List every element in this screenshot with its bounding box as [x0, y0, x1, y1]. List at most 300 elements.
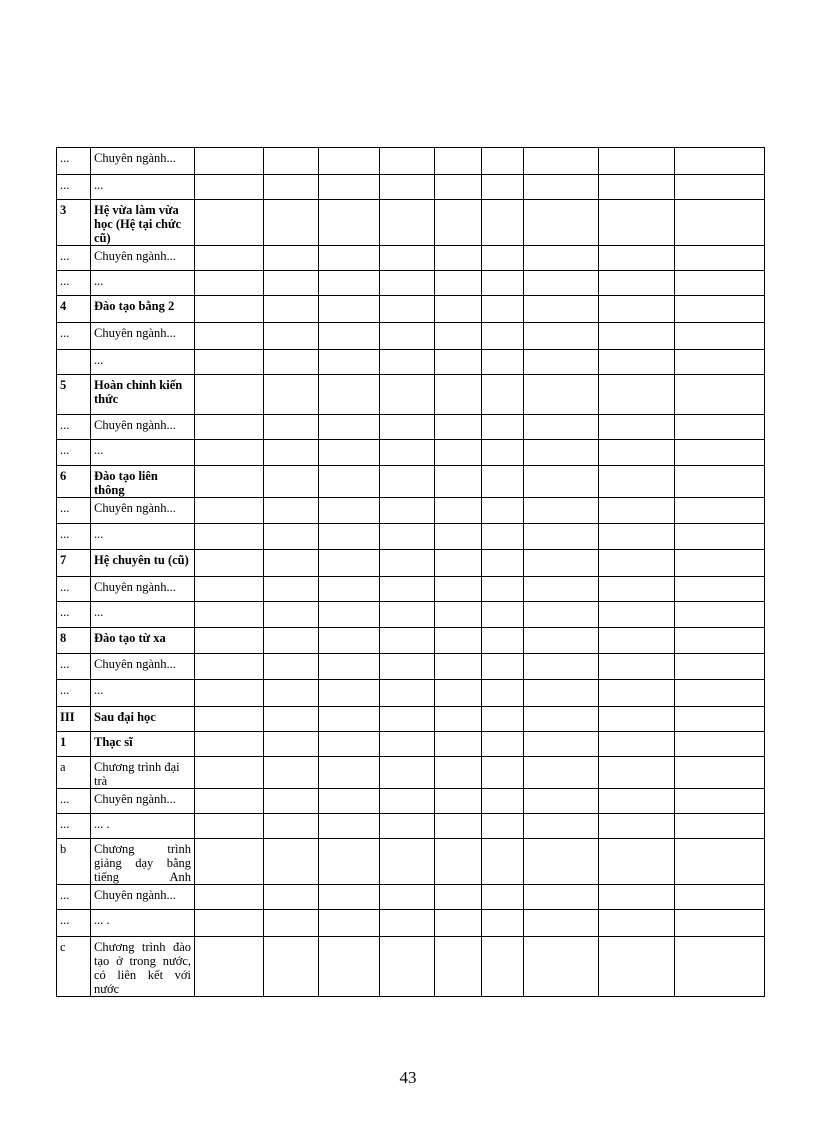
empty-data-cell	[482, 323, 524, 350]
table-row	[57, 175, 765, 200]
document-table	[56, 147, 765, 997]
row-number-cell: ...	[57, 415, 91, 440]
row-name-cell: ...	[91, 680, 195, 707]
empty-data-cell	[319, 577, 380, 602]
empty-data-cell	[380, 524, 435, 550]
row-name-cell: ... .	[91, 910, 195, 937]
empty-data-cell	[195, 937, 264, 997]
empty-data-cell	[435, 271, 482, 296]
empty-data-cell	[380, 910, 435, 937]
empty-data-cell	[599, 937, 675, 997]
empty-data-cell	[599, 757, 675, 789]
empty-data-cell	[435, 814, 482, 839]
empty-data-cell	[264, 839, 319, 885]
row-number-cell: ...	[57, 602, 91, 628]
table-row	[57, 148, 765, 175]
empty-data-cell	[319, 271, 380, 296]
table-row	[57, 550, 765, 577]
empty-data-cell	[264, 440, 319, 466]
empty-data-cell	[195, 628, 264, 654]
empty-data-cell	[599, 707, 675, 732]
empty-data-cell	[264, 271, 319, 296]
empty-data-cell	[599, 440, 675, 466]
row-name-cell: Chuyên ngành...	[91, 323, 195, 350]
empty-data-cell	[675, 885, 765, 910]
row-number-cell: ...	[57, 440, 91, 466]
empty-data-cell	[599, 323, 675, 350]
row-name-cell: Sau đại học	[91, 707, 195, 732]
empty-data-cell	[195, 415, 264, 440]
empty-data-cell	[482, 246, 524, 271]
empty-data-cell	[482, 789, 524, 814]
table-row	[57, 246, 765, 271]
empty-data-cell	[524, 885, 599, 910]
empty-data-cell	[195, 789, 264, 814]
empty-data-cell	[482, 680, 524, 707]
empty-data-cell	[264, 350, 319, 375]
empty-data-cell	[482, 839, 524, 885]
empty-data-cell	[264, 602, 319, 628]
empty-data-cell	[675, 577, 765, 602]
row-number-cell: ...	[57, 789, 91, 814]
empty-data-cell	[524, 350, 599, 375]
table-row	[57, 732, 765, 757]
empty-data-cell	[524, 910, 599, 937]
empty-data-cell	[599, 271, 675, 296]
empty-data-cell	[380, 323, 435, 350]
empty-data-cell	[264, 498, 319, 524]
empty-data-cell	[319, 466, 380, 498]
empty-data-cell	[380, 814, 435, 839]
row-name-cell: Đào tạo từ xa	[91, 628, 195, 654]
empty-data-cell	[319, 323, 380, 350]
table-row	[57, 271, 765, 296]
row-name-cell: Chuyên ngành...	[91, 498, 195, 524]
empty-data-cell	[482, 466, 524, 498]
empty-data-cell	[482, 200, 524, 246]
empty-data-cell	[599, 296, 675, 323]
empty-data-cell	[319, 628, 380, 654]
empty-data-cell	[380, 148, 435, 175]
empty-data-cell	[675, 524, 765, 550]
empty-data-cell	[675, 323, 765, 350]
empty-data-cell	[599, 415, 675, 440]
empty-data-cell	[195, 350, 264, 375]
empty-data-cell	[524, 271, 599, 296]
row-name-cell: Chuyên ngành...	[91, 885, 195, 910]
empty-data-cell	[524, 789, 599, 814]
row-name-cell: Chuyên ngành...	[91, 654, 195, 680]
empty-data-cell	[195, 602, 264, 628]
empty-data-cell	[435, 839, 482, 885]
empty-data-cell	[524, 628, 599, 654]
table-row	[57, 577, 765, 602]
empty-data-cell	[435, 937, 482, 997]
empty-data-cell	[195, 680, 264, 707]
empty-data-cell	[675, 375, 765, 415]
row-number-cell: ...	[57, 885, 91, 910]
empty-data-cell	[435, 415, 482, 440]
row-number-cell: ...	[57, 814, 91, 839]
empty-data-cell	[599, 732, 675, 757]
empty-data-cell	[482, 814, 524, 839]
empty-data-cell	[264, 415, 319, 440]
row-number-cell: 3	[57, 200, 91, 246]
table-row	[57, 839, 765, 885]
row-number-cell: 4	[57, 296, 91, 323]
empty-data-cell	[195, 814, 264, 839]
empty-data-cell	[264, 296, 319, 323]
empty-data-cell	[195, 323, 264, 350]
empty-data-cell	[599, 577, 675, 602]
empty-data-cell	[675, 789, 765, 814]
empty-data-cell	[675, 350, 765, 375]
row-number-cell: 7	[57, 550, 91, 577]
empty-data-cell	[195, 839, 264, 885]
table-row	[57, 885, 765, 910]
empty-data-cell	[264, 680, 319, 707]
row-number-cell: 6	[57, 466, 91, 498]
empty-data-cell	[380, 200, 435, 246]
empty-data-cell	[599, 814, 675, 839]
empty-data-cell	[599, 654, 675, 680]
empty-data-cell	[264, 524, 319, 550]
empty-data-cell	[435, 524, 482, 550]
empty-data-cell	[482, 757, 524, 789]
row-name-cell: Chuyên ngành...	[91, 789, 195, 814]
empty-data-cell	[195, 732, 264, 757]
empty-data-cell	[599, 350, 675, 375]
empty-data-cell	[195, 440, 264, 466]
empty-data-cell	[524, 550, 599, 577]
empty-data-cell	[380, 628, 435, 654]
empty-data-cell	[675, 732, 765, 757]
row-name-cell: ...	[91, 175, 195, 200]
empty-data-cell	[435, 350, 482, 375]
empty-data-cell	[482, 375, 524, 415]
empty-data-cell	[675, 550, 765, 577]
row-number-cell: ...	[57, 323, 91, 350]
empty-data-cell	[675, 200, 765, 246]
empty-data-cell	[675, 654, 765, 680]
empty-data-cell	[435, 148, 482, 175]
empty-data-cell	[675, 602, 765, 628]
empty-data-cell	[319, 602, 380, 628]
empty-data-cell	[264, 757, 319, 789]
empty-data-cell	[380, 680, 435, 707]
empty-data-cell	[319, 910, 380, 937]
empty-data-cell	[319, 814, 380, 839]
empty-data-cell	[524, 415, 599, 440]
empty-data-cell	[264, 246, 319, 271]
row-name-cell: ...	[91, 524, 195, 550]
empty-data-cell	[524, 680, 599, 707]
empty-data-cell	[435, 680, 482, 707]
empty-data-cell	[380, 757, 435, 789]
empty-data-cell	[599, 246, 675, 271]
row-number-cell: 1	[57, 732, 91, 757]
empty-data-cell	[482, 910, 524, 937]
empty-data-cell	[380, 577, 435, 602]
empty-data-cell	[319, 707, 380, 732]
empty-data-cell	[264, 628, 319, 654]
empty-data-cell	[195, 885, 264, 910]
empty-data-cell	[319, 296, 380, 323]
empty-data-cell	[599, 498, 675, 524]
empty-data-cell	[435, 789, 482, 814]
row-name-cell: ... .	[91, 814, 195, 839]
row-name-cell: Chương trình giảng dạy bằng tiếng Anh	[91, 839, 195, 885]
empty-data-cell	[599, 200, 675, 246]
empty-data-cell	[319, 524, 380, 550]
empty-data-cell	[319, 550, 380, 577]
row-name-cell: Chuyên ngành...	[91, 415, 195, 440]
empty-data-cell	[675, 937, 765, 997]
empty-data-cell	[435, 757, 482, 789]
empty-data-cell	[482, 654, 524, 680]
empty-data-cell	[380, 440, 435, 466]
row-number-cell: ...	[57, 577, 91, 602]
empty-data-cell	[380, 498, 435, 524]
empty-data-cell	[380, 296, 435, 323]
table-row	[57, 910, 765, 937]
empty-data-cell	[319, 680, 380, 707]
empty-data-cell	[599, 628, 675, 654]
empty-data-cell	[599, 550, 675, 577]
empty-data-cell	[380, 885, 435, 910]
row-name-cell: Chương trình đại trà	[91, 757, 195, 789]
empty-data-cell	[675, 680, 765, 707]
row-name-cell: Chuyên ngành...	[91, 577, 195, 602]
empty-data-cell	[599, 910, 675, 937]
empty-data-cell	[482, 350, 524, 375]
row-number-cell: ...	[57, 246, 91, 271]
row-name-cell: Hoàn chỉnh kiến thức	[91, 375, 195, 415]
empty-data-cell	[319, 757, 380, 789]
table-row	[57, 789, 765, 814]
empty-data-cell	[195, 577, 264, 602]
empty-data-cell	[319, 350, 380, 375]
empty-data-cell	[195, 757, 264, 789]
table-row	[57, 350, 765, 375]
empty-data-cell	[319, 200, 380, 246]
empty-data-cell	[435, 375, 482, 415]
empty-data-cell	[380, 466, 435, 498]
empty-data-cell	[264, 466, 319, 498]
empty-data-cell	[435, 466, 482, 498]
empty-data-cell	[675, 296, 765, 323]
empty-data-cell	[380, 602, 435, 628]
empty-data-cell	[380, 789, 435, 814]
empty-data-cell	[319, 498, 380, 524]
empty-data-cell	[675, 175, 765, 200]
empty-data-cell	[675, 148, 765, 175]
empty-data-cell	[482, 415, 524, 440]
table-row	[57, 937, 765, 997]
empty-data-cell	[435, 200, 482, 246]
table-row	[57, 814, 765, 839]
empty-data-cell	[482, 602, 524, 628]
empty-data-cell	[524, 707, 599, 732]
empty-data-cell	[264, 200, 319, 246]
empty-data-cell	[599, 175, 675, 200]
empty-data-cell	[524, 498, 599, 524]
empty-data-cell	[264, 789, 319, 814]
row-name-cell: Chuyên ngành...	[91, 148, 195, 175]
empty-data-cell	[524, 577, 599, 602]
empty-data-cell	[435, 440, 482, 466]
empty-data-cell	[195, 296, 264, 323]
row-number-cell: ...	[57, 498, 91, 524]
empty-data-cell	[264, 732, 319, 757]
empty-data-cell	[482, 937, 524, 997]
empty-data-cell	[380, 175, 435, 200]
empty-data-cell	[524, 246, 599, 271]
empty-data-cell	[435, 246, 482, 271]
row-name-cell: Hệ chuyên tu (cũ)	[91, 550, 195, 577]
empty-data-cell	[435, 323, 482, 350]
row-name-cell: ...	[91, 271, 195, 296]
table-row	[57, 602, 765, 628]
row-number-cell: c	[57, 937, 91, 997]
empty-data-cell	[435, 707, 482, 732]
empty-data-cell	[599, 602, 675, 628]
empty-data-cell	[435, 654, 482, 680]
empty-data-cell	[675, 271, 765, 296]
empty-data-cell	[195, 466, 264, 498]
empty-data-cell	[675, 628, 765, 654]
empty-data-cell	[524, 937, 599, 997]
empty-data-cell	[195, 200, 264, 246]
empty-data-cell	[675, 466, 765, 498]
table-row	[57, 323, 765, 350]
empty-data-cell	[482, 296, 524, 323]
empty-data-cell	[195, 175, 264, 200]
empty-data-cell	[599, 375, 675, 415]
empty-data-cell	[482, 148, 524, 175]
empty-data-cell	[435, 732, 482, 757]
empty-data-cell	[264, 814, 319, 839]
row-number-cell: ...	[57, 910, 91, 937]
empty-data-cell	[675, 839, 765, 885]
row-name-cell: ...	[91, 350, 195, 375]
empty-data-cell	[319, 654, 380, 680]
empty-data-cell	[195, 148, 264, 175]
table-row	[57, 654, 765, 680]
empty-data-cell	[524, 148, 599, 175]
table-row	[57, 375, 765, 415]
table-row	[57, 628, 765, 654]
row-name-cell: Chuyên ngành...	[91, 246, 195, 271]
row-number-cell: 8	[57, 628, 91, 654]
empty-data-cell	[380, 550, 435, 577]
empty-data-cell	[599, 524, 675, 550]
row-name-cell: Hệ vừa làm vừa học (Hệ tại chức cũ)	[91, 200, 195, 246]
empty-data-cell	[380, 654, 435, 680]
empty-data-cell	[319, 789, 380, 814]
empty-data-cell	[319, 415, 380, 440]
empty-data-cell	[319, 732, 380, 757]
empty-data-cell	[599, 789, 675, 814]
table-row	[57, 415, 765, 440]
empty-data-cell	[380, 707, 435, 732]
empty-data-cell	[524, 839, 599, 885]
empty-data-cell	[435, 498, 482, 524]
empty-data-cell	[195, 498, 264, 524]
empty-data-cell	[599, 680, 675, 707]
table-row	[57, 680, 765, 707]
empty-data-cell	[599, 466, 675, 498]
empty-data-cell	[435, 885, 482, 910]
empty-data-cell	[264, 885, 319, 910]
empty-data-cell	[195, 654, 264, 680]
empty-data-cell	[524, 375, 599, 415]
empty-data-cell	[264, 910, 319, 937]
row-number-cell: ...	[57, 654, 91, 680]
empty-data-cell	[195, 910, 264, 937]
empty-data-cell	[380, 415, 435, 440]
empty-data-cell	[599, 839, 675, 885]
row-number-cell: ...	[57, 524, 91, 550]
empty-data-cell	[264, 654, 319, 680]
empty-data-cell	[599, 885, 675, 910]
row-name-cell: Đào tạo bằng 2	[91, 296, 195, 323]
empty-data-cell	[482, 498, 524, 524]
empty-data-cell	[524, 654, 599, 680]
empty-data-cell	[435, 550, 482, 577]
empty-data-cell	[435, 602, 482, 628]
empty-data-cell	[482, 175, 524, 200]
empty-data-cell	[675, 707, 765, 732]
empty-data-cell	[264, 707, 319, 732]
row-number-cell	[57, 350, 91, 375]
empty-data-cell	[319, 937, 380, 997]
empty-data-cell	[524, 757, 599, 789]
empty-data-cell	[435, 296, 482, 323]
table-row	[57, 757, 765, 789]
row-number-cell: a	[57, 757, 91, 789]
page-number: 43	[399, 1068, 417, 1087]
empty-data-cell	[524, 323, 599, 350]
empty-data-cell	[380, 732, 435, 757]
empty-data-cell	[435, 628, 482, 654]
empty-data-cell	[675, 814, 765, 839]
empty-data-cell	[524, 175, 599, 200]
empty-data-cell	[264, 323, 319, 350]
empty-data-cell	[380, 246, 435, 271]
row-number-cell: ...	[57, 148, 91, 175]
row-number-cell: ...	[57, 175, 91, 200]
empty-data-cell	[195, 375, 264, 415]
empty-data-cell	[319, 175, 380, 200]
row-name-cell: ...	[91, 440, 195, 466]
empty-data-cell	[524, 524, 599, 550]
empty-data-cell	[319, 885, 380, 910]
table-row	[57, 296, 765, 323]
empty-data-cell	[380, 350, 435, 375]
table-row	[57, 524, 765, 550]
empty-data-cell	[380, 937, 435, 997]
empty-data-cell	[264, 937, 319, 997]
empty-data-cell	[264, 175, 319, 200]
empty-data-cell	[195, 246, 264, 271]
table-row	[57, 498, 765, 524]
row-number-cell: b	[57, 839, 91, 885]
empty-data-cell	[264, 148, 319, 175]
empty-data-cell	[195, 524, 264, 550]
empty-data-cell	[482, 707, 524, 732]
empty-data-cell	[482, 271, 524, 296]
